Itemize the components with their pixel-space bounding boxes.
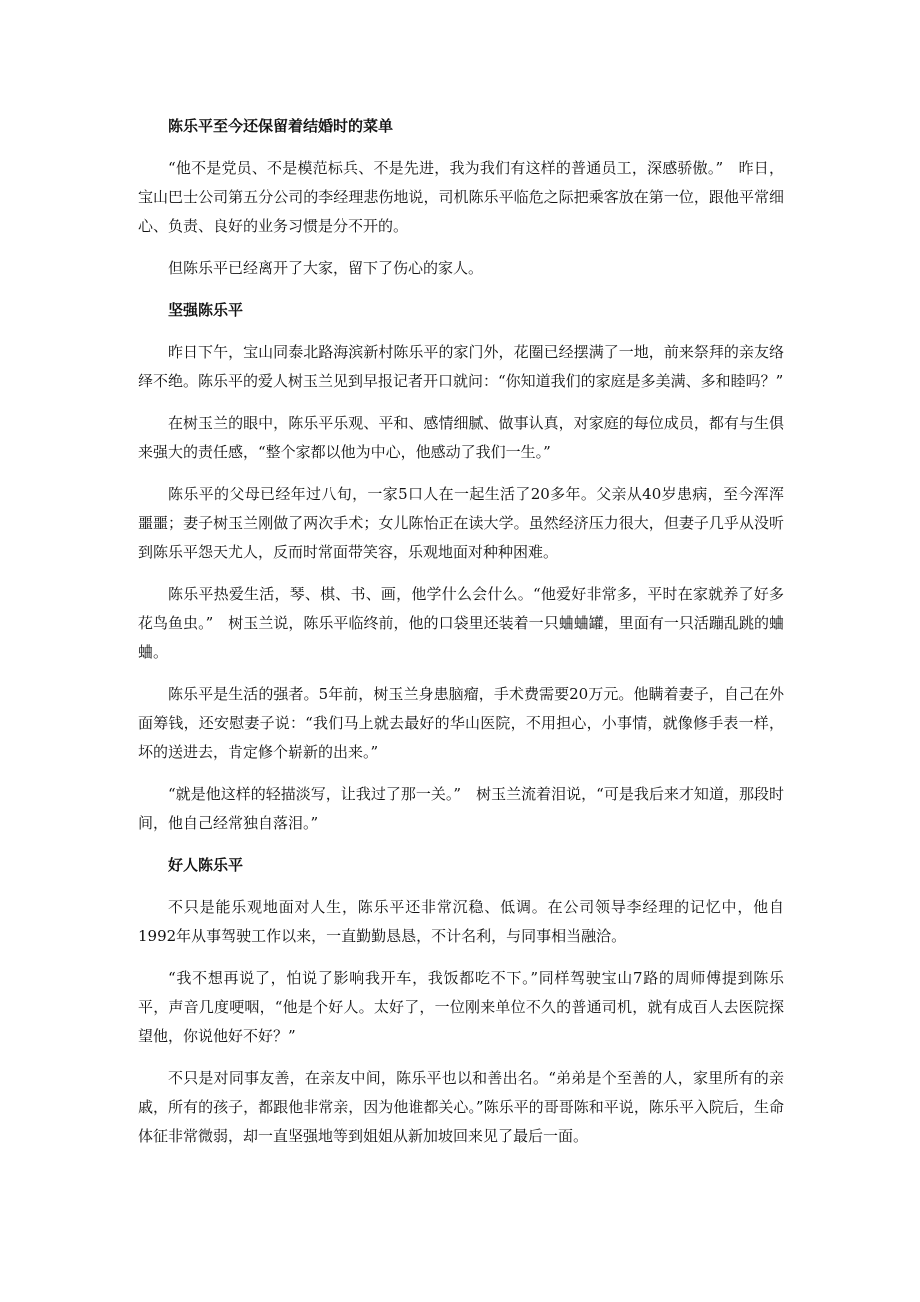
paragraph: 陈乐平是生活的强者。5年前，树玉兰身患脑瘤，手术费需要20万元。他瞒着妻子，自己在外面筹钱，还安慰妻子说：“我们马上就去最好的华山医院，不用担心，小事情，就像修手表一样，坏的送进去，肯定修个崭新的出来。” xyxy=(138,685,784,761)
paragraph: 不只是能乐观地面对人生，陈乐平还非常沉稳、低调。在公司领导李经理的记忆中，他自1992年从事驾驶工作以来，一直勤勤恳恳，不计名利，与同事相当融洽。 xyxy=(138,898,784,945)
paragraph: “他不是党员、不是模范标兵、不是先进，我为我们有这样的普通员工，深感骄傲。” 昨日，宝山巴士公司第五分公司的李经理悲伤地说，司机陈乐平临危之际把乘客放在第一位，跟他平常细心、负责、良好的业务习惯是分不开的。 xyxy=(138,159,784,235)
paragraph: “就是他这样的轻描淡写，让我过了那一关。” 树玉兰流着泪说，“可是我后来才知道，那段时间，他自己经常独自落泪。” xyxy=(138,785,784,832)
article-title: 陈乐平至今还保留着结婚时的菜单 xyxy=(168,117,394,135)
paragraph: “我不想再说了，怕说了影响我开车，我饭都吃不下。”同样驾驶宝山7路的周师傅提到陈乐平，声音几度哽咽，“他是个好人。太好了，一位刚来单位不久的普通司机，就有成百人去医院探望他，你说他好不好？” xyxy=(138,969,784,1045)
paragraph: 昨日下午，宝山同泰北路海滨新村陈乐平的家门外，花圈已经摆满了一地，前来祭拜的亲友络绎不绝。陈乐平的爱人树玉兰见到早报记者开口就问：“你知道我们的家庭是多美满、多和睦吗？” xyxy=(138,343,784,390)
section-heading: 好人陈乐平 xyxy=(168,856,244,874)
paragraph: 陈乐平的父母已经年过八旬，一家5口人在一起生活了20多年。父亲从40岁患病，至今浑浑噩噩；妻子树玉兰刚做了两次手术；女儿陈怡正在读大学。虽然经济压力很大，但妻子几乎从没听到陈乐平怨天尤人，反而时常面带笑容，乐观地面对种种困难。 xyxy=(138,485,784,561)
paragraph: 不只是对同事友善，在亲友中间，陈乐平也以和善出名。“弟弟是个至善的人，家里所有的亲戚，所有的孩子，都跟他非常亲，因为他谁都关心。”陈乐平的哥哥陈和平说，陈乐平入院后，生命体征非常微弱，却一直坚强地等到姐姐从新加坡回来见了最后一面。 xyxy=(138,1069,784,1145)
paragraph: 但陈乐平已经离开了大家，留下了伤心的家人。 xyxy=(168,259,484,277)
paragraph: 陈乐平热爱生活，琴、棋、书、画，他学什么会什么。“他爱好非常多，平时在家就养了好多花鸟鱼虫。” 树玉兰说，陈乐平临终前，他的口袋里还装着一只蛐蛐罐，里面有一只活蹦乱跳的蛐蛐。 xyxy=(138,585,784,661)
document-page xyxy=(138,112,784,1164)
section-heading: 坚强陈乐平 xyxy=(168,301,244,319)
paragraph: 在树玉兰的眼中，陈乐平乐观、平和、感情细腻、做事认真，对家庭的每位成员，都有与生俱来强大的责任感，“整个家都以他为中心，他感动了我们一生。” xyxy=(138,414,784,461)
